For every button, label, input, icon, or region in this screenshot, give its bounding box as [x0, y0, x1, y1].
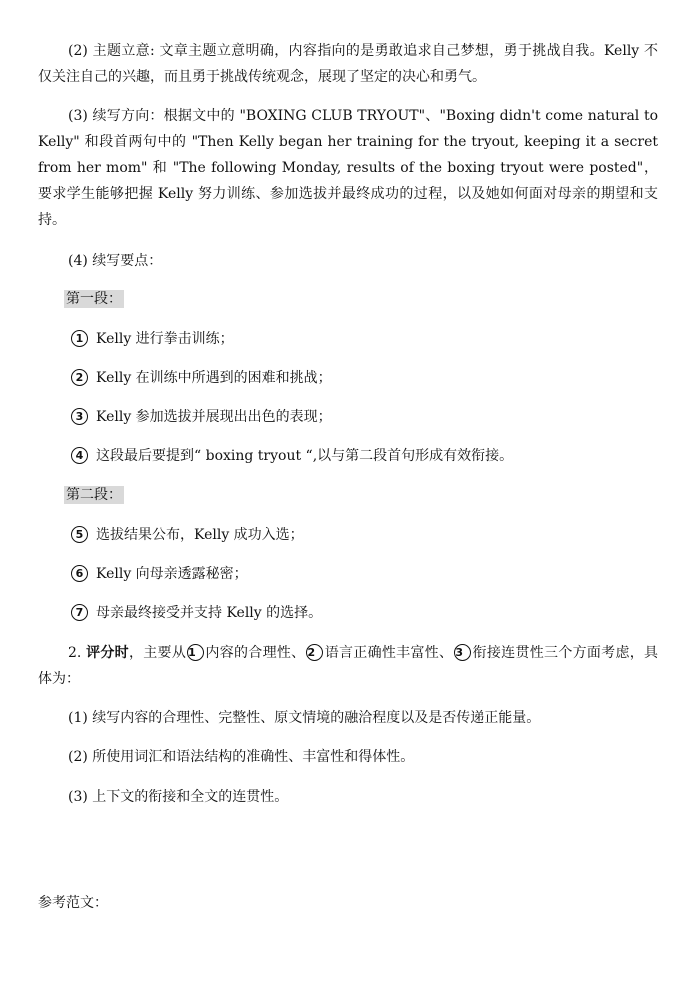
section-label-second: [64, 483, 124, 507]
circled-number-icon: 4: [71, 447, 88, 464]
reference-essay-label: 参考范文：: [38, 895, 108, 911]
list-item: [71, 366, 332, 390]
circled-number-icon: 1: [71, 330, 88, 347]
list-item: [71, 601, 322, 625]
list-item: [71, 405, 332, 429]
scoring-text: ，主要从: [128, 645, 187, 661]
paragraph-direction: [38, 103, 658, 233]
circled-number-icon: 5: [71, 526, 88, 543]
paragraph-scoring: [38, 640, 658, 692]
criteria-number: (3): [68, 789, 88, 805]
list-item-text: 选拔结果公布，Kelly 成功入选；: [96, 527, 304, 543]
circled-number-icon: 2: [71, 369, 88, 386]
scoring-text: 语言正确性丰富性、: [324, 645, 454, 661]
paragraph-number: (2): [68, 43, 88, 59]
paragraph-text: 续写方向：根据文中的 "BOXING CLUB TRYOUT"、"Boxing didn't come natural to Kelly" 和段首两句中的 "Then Kelly began her training for the tryout, keeping it a secret from her mom" 和 "The following Monday, results of the boxing tryout were posted"，要求学生能够把握 Kelly 努力训练、参加选拔并最终成功的过程，以及她如何面对母亲的期望和支持。: [38, 108, 659, 228]
criteria-text: 续写内容的合理性、完整性、原文情境的融洽程度以及是否传递正能量。: [92, 710, 541, 726]
criteria-text: 上下文的衔接和全文的连贯性。: [92, 789, 289, 805]
scoring-text: 衔接连贯性三个方面考虑，具体为：: [38, 645, 659, 687]
circled-number-icon: 3: [454, 644, 471, 661]
criteria-number: (1): [68, 710, 88, 726]
circled-number-icon: 1: [187, 644, 204, 661]
list-item-text: 母亲最终接受并支持 Kelly 的选择。: [96, 605, 323, 621]
paragraph-number: (4): [68, 253, 88, 269]
criteria-item: [68, 785, 288, 809]
scoring-text: 内容的合理性、: [205, 645, 306, 661]
criteria-text: 所使用词汇和语法结构的准确性、丰富性和得体性。: [92, 749, 415, 765]
scoring-bold-text: 评分时: [86, 645, 129, 661]
list-item-text: 这段最后要提到“ boxing tryout “,以与第二段首句形成有效衔接。: [96, 448, 514, 464]
section-label-text: 第二段：: [66, 487, 122, 503]
list-item-text: Kelly 向母亲透露秘密；: [96, 566, 248, 582]
list-item: [71, 444, 513, 468]
list-item-text: Kelly 进行拳击训练；: [96, 331, 234, 347]
paragraph-text: 续写要点：: [92, 253, 163, 269]
list-item-text: Kelly 在训练中所遇到的困难和挑战；: [96, 370, 332, 386]
circled-number-icon: 2: [306, 644, 323, 661]
section-label-first: [64, 287, 124, 311]
paragraph-number: (3): [68, 108, 88, 124]
criteria-number: (2): [68, 749, 88, 765]
paragraph-text: 主题立意: 文章主题立意明确，内容指向的是勇敢追求自己梦想，勇于挑战自我。Kelly 不仅关注自己的兴趣，而且勇于挑战传统观念，展现了坚定的决心和勇气。: [38, 43, 658, 85]
paragraph-theme: [38, 38, 658, 90]
paragraph-key-points: [68, 249, 162, 273]
section-label-text: 第一段：: [66, 291, 122, 307]
list-item-text: Kelly 参加选拔并展现出出色的表现；: [96, 409, 332, 425]
list-item: [71, 523, 304, 547]
list-item: [71, 562, 248, 586]
list-item: [71, 327, 234, 351]
criteria-item: [68, 745, 414, 769]
paragraph-number: 2.: [68, 645, 82, 661]
criteria-item: [68, 706, 540, 730]
circled-number-icon: 3: [71, 408, 88, 425]
circled-number-icon: 6: [71, 565, 88, 582]
circled-number-icon: 7: [71, 604, 88, 621]
